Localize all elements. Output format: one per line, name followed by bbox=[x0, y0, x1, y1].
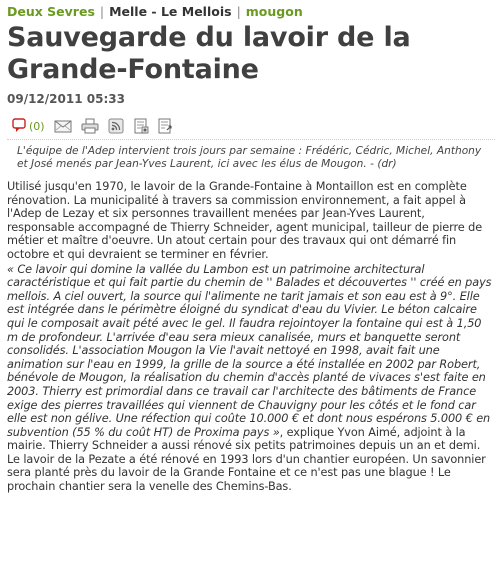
breadcrumb-separator: | bbox=[236, 4, 241, 19]
bookmark-button[interactable] bbox=[133, 118, 149, 134]
rss-button[interactable] bbox=[108, 118, 124, 134]
breadcrumb-town-link[interactable]: mougon bbox=[245, 4, 303, 19]
article-quote-paragraph bbox=[7, 263, 493, 494]
rss-icon bbox=[108, 118, 124, 134]
article-quote: « Ce lavoir qui domine la vallée du Lambon est un patrimoine architectural caractéristique et qui fait partie du chemin de '' Balades et découvertes '' créé en pays mellois. A ciel ouvert, la source qui l'alimente ne tarit jamais et son eau est à 9°. Elle est intégrée dans le périmètre éloigné du syndicat d'eau du Vivier. Le béton calcaire qui le composait avait pété avec le gel. Il faudra rejointoyer la fontaine qui est à 1,50 m de profondeur. L'arrivée d'eau sera mieux canalisée, murs et banquette seront consolidés. L'association Mougon la Vie l'avait nettoyé en 1998, avait fait une animation sur l'eau en 1999, la grille de la source a été installée en 2002 par Robert, bénévole de Mougon, la réalisation du chemin d'accès planté de vivaces s'est faite en 2003. Thierry est primordial dans ce travail car l'architecte des bâtiments de France exige des pierres travaillées qui viennent de Chauvigny pour les côtés et le fond car elle est non gélive. Une réfection qui coûte 10.000 € et dont nous espérons 5.000 € en subvention (55 % du coût HT) de Proxima pays » bbox=[7, 262, 492, 439]
article-body bbox=[7, 180, 493, 495]
article-toolbar bbox=[12, 117, 183, 135]
bookmark-icon bbox=[133, 118, 149, 134]
print-icon bbox=[81, 118, 99, 134]
breadcrumb-area-link[interactable]: Melle - Le Mellois bbox=[109, 4, 232, 19]
comment-count: (0) bbox=[29, 119, 45, 133]
share-icon bbox=[158, 118, 174, 134]
article-title: Sauvegarde du lavoir de la Grande-Fontaine bbox=[7, 22, 411, 85]
article-quote-tail: , explique Yvon Aimé, adjoint à la mairie. Thierry Schneider a aussi rénové six petits patrimoines depuis un an et demi. Le lavoir de la Pezate a été rénové en 1993 lors d'un chantier européen. Un savonnier sera planté près du lavoir de la Grande Fontaine et ce n'est pas une blague ! Le prochain chantier sera la venelle des Chemins-Bas. bbox=[7, 425, 486, 494]
breadcrumb-separator: | bbox=[99, 4, 105, 19]
breadcrumb-region-link[interactable]: Deux Sevres bbox=[7, 4, 95, 19]
breadcrumb bbox=[7, 4, 303, 20]
share-button[interactable] bbox=[158, 118, 174, 134]
email-icon bbox=[54, 119, 72, 133]
comment-icon bbox=[12, 118, 28, 134]
email-button[interactable] bbox=[54, 119, 72, 133]
toolbar-divider bbox=[7, 139, 495, 140]
photo-caption: L'équipe de l'Adep intervient trois jours par semaine : Frédéric, Cédric, Michel, Anthony et José menés par Jean-Yves Laurent, ici avec les élus de Mougon. - (dr) bbox=[17, 145, 482, 170]
article-date: 09/12/2011 05:33 bbox=[7, 92, 125, 106]
print-button[interactable] bbox=[81, 118, 99, 134]
comment-button[interactable] bbox=[12, 118, 45, 134]
article-paragraph: Utilisé jusqu'en 1970, le lavoir de la Grande-Fontaine à Montaillon est en complète rénovation. La municipalité à travers sa commission environnement, a fait appel à l'Adep de Lezay et six personnes travaillent menées par Jean-Yves Laurent, responsable accompagné de Thierry Schneider, agent municipal, tailleur de pierre de métier et maître d'oeuvre. Un atout certain pour des travaux qui ont démarré fin octobre et qui devraient se terminer en février. bbox=[7, 180, 483, 261]
